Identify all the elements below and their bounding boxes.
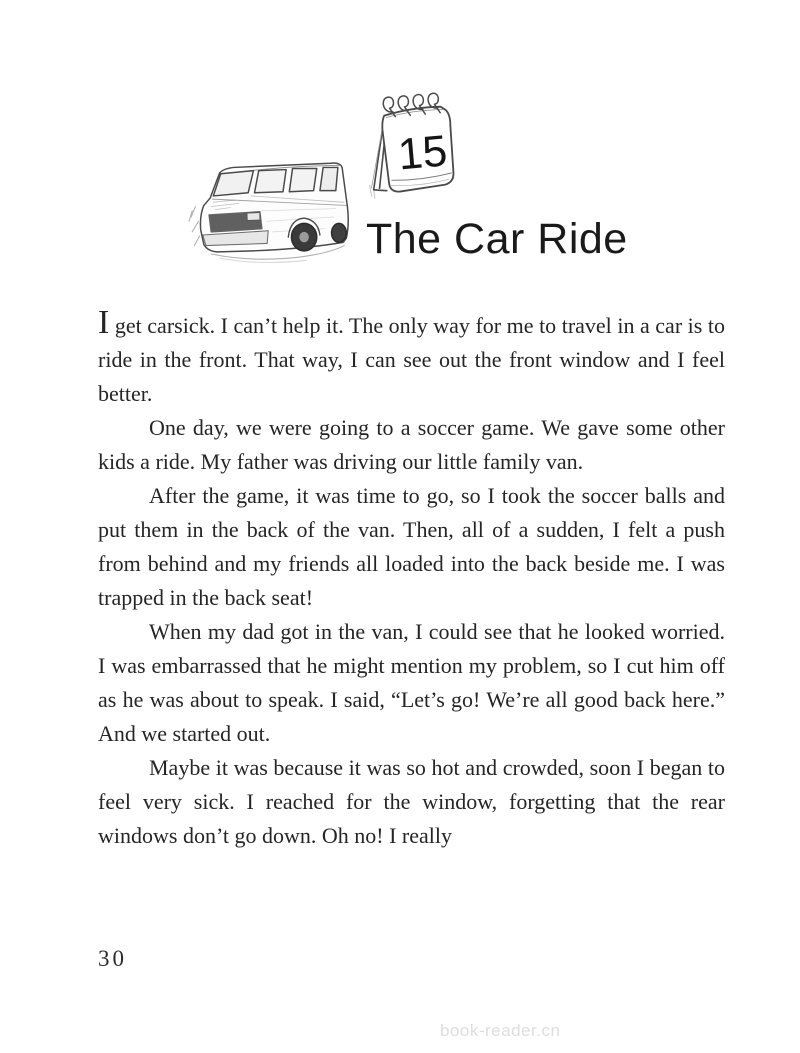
- paragraph: [98, 304, 726, 411]
- chapter-title: The Car Ride: [366, 215, 628, 263]
- drop-cap-initial: I: [98, 304, 110, 341]
- paragraph: After the game, it was time to go, so I took the soccer balls and put them in the back of the van. Then, all of a sudden, I felt a push from behind and my friends all loaded into the back beside me. I was trapped in the back seat!: [98, 483, 725, 610]
- story-text: [98, 304, 726, 853]
- paragraph: One day, we were going to a soccer game. We gave some other kids a ride. My father was driving our little family van.: [98, 415, 725, 474]
- paragraph: When my dad got in the van, I could see that he looked worried. I was embarrassed that he might mention my problem, so I cut him off as he was about to speak. I said, “Let’s go! We’re all good back here.” And we started out.: [98, 619, 725, 746]
- minivan-sketch-icon: [188, 146, 378, 286]
- paragraph: Maybe it was because it was so hot and crowded, soon I began to feel very sick. I reached for the window, forgetting that the rear windows don’t go down. Oh no! I really: [98, 755, 725, 848]
- paragraph-text: get carsick. I can’t help it. The only way for me to travel in a car is to ride in the front. That way, I can see out the front window and I feel better.: [98, 313, 726, 406]
- watermark: book-reader.cn: [440, 1021, 561, 1040]
- page-number: 30: [98, 946, 127, 971]
- calendar-icon: [356, 84, 474, 214]
- chapter-number: 15: [396, 126, 450, 180]
